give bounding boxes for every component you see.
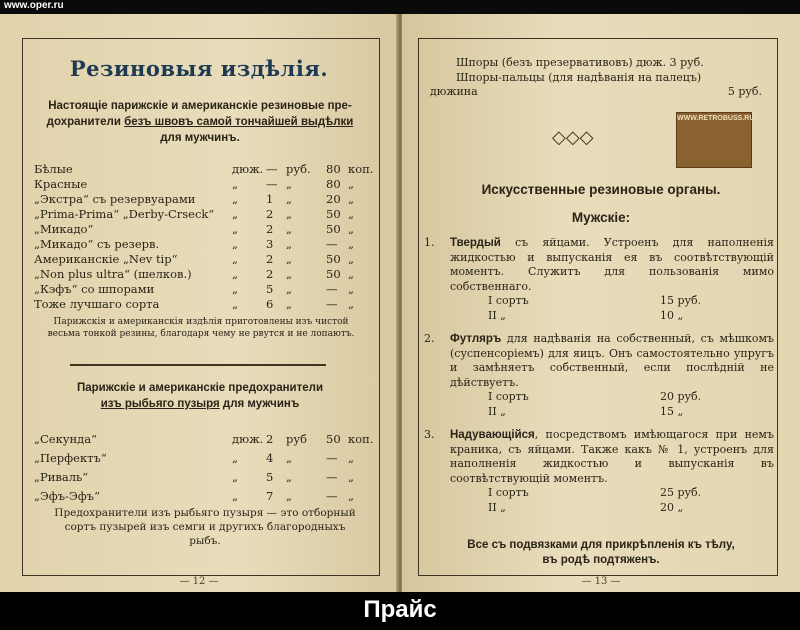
price-qty: 7	[266, 489, 274, 503]
price-kopu: коп.	[348, 162, 374, 176]
price-name: „Кэфъ“ со шпорами	[34, 282, 155, 296]
price-kopu: „	[348, 207, 354, 221]
item-price-1: 20 руб.	[660, 390, 702, 403]
intro-line-1: Настоящіе парижскіе и американскіе резиновые пре-	[48, 100, 352, 112]
price-row	[34, 282, 374, 297]
price-kopu: „	[348, 451, 354, 465]
top-line-3b: 5 руб.	[727, 85, 762, 98]
footer-line-1: Все съ подвязками для прикрѣпленія къ тѣлу,	[467, 539, 735, 551]
logo-text: WWW.RETROBUSS.RU	[677, 115, 755, 122]
price-u1: „	[232, 451, 238, 465]
price-name: „Риваль“	[34, 470, 89, 484]
price-row	[34, 192, 374, 207]
price-row	[34, 267, 374, 282]
price-kopu: „	[348, 237, 354, 251]
price-kop: 50	[326, 207, 341, 221]
price-rub: „	[286, 267, 292, 281]
item-sort-2: II „	[488, 404, 506, 418]
organ-item	[424, 236, 774, 323]
watermark: www.oper.ru	[4, 0, 64, 11]
price-list-1	[34, 162, 374, 312]
section-2-heading	[30, 380, 370, 412]
intro-line-3: для мужчинъ.	[160, 132, 240, 144]
price-qty: 2	[266, 222, 274, 236]
price-name: „Микадо“	[34, 222, 94, 236]
price-qty: 5	[266, 282, 274, 296]
price-rub: „	[286, 489, 292, 503]
item-price-row-2	[424, 405, 774, 420]
price-u1: „	[232, 192, 238, 206]
price-row	[34, 162, 374, 177]
price-u1: „	[232, 222, 238, 236]
price-u1: „	[232, 252, 238, 266]
price-u1: „	[232, 177, 238, 191]
price-kop: —	[326, 237, 338, 251]
price-u1: дюж.	[232, 432, 264, 446]
price-name: „Микадо“ съ резерв.	[34, 237, 160, 251]
item-number: 2.	[424, 332, 435, 345]
section-2-line-2a: изъ рыбьяго пузыря	[100, 398, 220, 410]
price-rub: „	[286, 282, 292, 296]
price-row	[34, 470, 374, 489]
price-u1: дюж.	[232, 162, 264, 176]
top-line-3a: дюжина	[430, 85, 478, 98]
item-text: съ яйцами. Устроенъ для наполненія жидкостью и выпусканія ея въ соотвѣтствующій моментъ. Служитъ для пользованія мимо собственнаго.	[450, 236, 774, 293]
right-footer	[402, 538, 800, 568]
price-qty: —	[266, 162, 278, 176]
item-sort-1: I сортъ	[488, 294, 529, 307]
price-kop: 20	[326, 192, 341, 206]
price-kop: —	[326, 489, 338, 503]
price-qty: —	[266, 177, 278, 191]
price-kop: —	[326, 451, 338, 465]
left-note-2: Предохранители изъ рыбьяго пузыря — это отборный сортъ пузырей изъ семги и другихъ благородныхъ рыбъ.	[54, 507, 356, 547]
item-lead: Футляръ	[450, 333, 502, 345]
price-name: „Non plus ultra“ (шелков.)	[34, 267, 192, 281]
price-rub: „	[286, 192, 292, 206]
divider	[70, 364, 326, 366]
price-row	[34, 297, 374, 312]
price-kop: 50	[326, 267, 341, 281]
item-price-2: 15 „	[660, 404, 684, 418]
section-2-line-2	[30, 396, 370, 412]
price-name: Красные	[34, 177, 88, 191]
ornament-icon: ◇◇◇	[552, 127, 594, 148]
price-kopu: „	[348, 267, 354, 281]
item-text: для надѣванія на собственный, съ мѣшкомъ (суспенсоріемъ) для яицъ. Онъ самостоятельно упругъ и замѣняетъ собственный, если послѣдній не дѣйствуетъ.	[450, 332, 774, 389]
item-sort-2: II „	[488, 308, 506, 322]
price-u1: „	[232, 297, 238, 311]
price-kopu: „	[348, 192, 354, 206]
item-number: 3.	[424, 428, 435, 441]
price-kop: —	[326, 297, 338, 311]
logo-stamp	[676, 112, 755, 168]
price-qty: 6	[266, 297, 274, 311]
price-rub: „	[286, 207, 292, 221]
price-rub: „	[286, 252, 292, 266]
price-row	[34, 207, 374, 222]
item-price-row-1	[424, 294, 774, 309]
organ-item	[424, 428, 774, 515]
item-price-row-2	[424, 309, 774, 324]
price-row	[34, 451, 374, 470]
item-description	[450, 332, 774, 390]
item-price-row-2	[424, 501, 774, 516]
item-number: 1.	[424, 236, 435, 249]
price-kop: 80	[326, 177, 341, 191]
right-heading: Искусственные резиновые органы.	[481, 182, 721, 197]
price-qty: 3	[266, 237, 274, 251]
price-rub: руб.	[286, 162, 311, 176]
price-u1: „	[232, 489, 238, 503]
price-kopu: „	[348, 282, 354, 296]
price-kopu: „	[348, 489, 354, 503]
item-sort-1: I сортъ	[488, 390, 529, 403]
item-description	[450, 428, 774, 486]
item-price-1: 15 руб.	[660, 294, 702, 307]
item-description	[450, 236, 774, 294]
item-price-row-1	[424, 486, 774, 501]
top-bar	[0, 0, 800, 14]
left-intro	[30, 98, 370, 146]
item-lead: Надувающійся	[450, 429, 535, 441]
price-kop: 50	[326, 222, 341, 236]
price-name: „Prima-Prima“ „Derby-Crseck“	[34, 207, 215, 221]
price-row	[34, 177, 374, 192]
intro-line-2a: дохранители	[46, 116, 125, 128]
section-2-line-1: Парижскіе и американскіе предохранители	[76, 382, 324, 394]
price-kop: —	[326, 470, 338, 484]
price-name: Тоже лучшаго сорта	[34, 297, 160, 311]
price-rub: „	[286, 297, 292, 311]
price-name: Американскіе „Nev tip“	[34, 252, 178, 266]
price-rub: руб	[286, 432, 308, 446]
footer-line-2: въ родѣ подтяженъ.	[542, 554, 660, 566]
price-kopu: коп.	[348, 432, 374, 446]
price-row	[34, 222, 374, 237]
left-page	[0, 14, 398, 592]
item-price-2: 10 „	[660, 308, 684, 322]
intro-line-2	[30, 114, 370, 130]
price-row	[34, 252, 374, 267]
right-subheading: Мужскіе:	[571, 210, 631, 225]
item-lead: Твердый	[450, 237, 501, 249]
price-u1: „	[232, 282, 238, 296]
top-line-2: Шпоры-пальцы (для надѣванія на палецъ)	[456, 70, 702, 84]
price-u1: „	[232, 267, 238, 281]
item-sort-1: I сортъ	[488, 486, 529, 499]
right-page	[402, 14, 800, 592]
left-page-number: — 12 —	[179, 576, 219, 587]
price-kopu: „	[348, 177, 354, 191]
organ-list	[424, 236, 774, 524]
price-kop: 80	[326, 162, 341, 176]
price-name: „Экстра“ съ резервуарами	[34, 192, 196, 206]
price-u1: „	[232, 237, 238, 251]
price-list-2	[34, 432, 374, 508]
item-price-1: 25 руб.	[660, 486, 702, 499]
item-price-row-1	[424, 390, 774, 405]
price-row	[34, 237, 374, 252]
price-name: „Эфъ-Эфъ“	[34, 489, 100, 503]
price-qty: 5	[266, 470, 274, 484]
price-rub: „	[286, 237, 292, 251]
caption: Прайс	[0, 592, 800, 630]
price-u1: „	[232, 207, 238, 221]
price-qty: 2	[266, 252, 274, 266]
price-rub: „	[286, 222, 292, 236]
price-qty: 4	[266, 451, 274, 465]
price-rub: „	[286, 451, 292, 465]
price-row	[34, 432, 374, 451]
top-line-3	[430, 85, 770, 100]
left-note-1: Парижскія и американскія издѣлія приготовлены изъ чистой весьма тонкой резины, благодаря чему не рвутся и не лопаютъ.	[47, 317, 355, 339]
item-price-2: 20 „	[660, 500, 684, 514]
right-top-block	[430, 56, 770, 100]
item-text: , посредствомъ имѣющагося при немъ краника, съ яйцами. Также какъ № 1, устроенъ для наполненія жидкостью и выпусканія въ соотвѣтствующій моментъ.	[450, 428, 774, 485]
price-rub: „	[286, 177, 292, 191]
right-page-number: — 13 —	[581, 576, 621, 587]
price-qty: 2	[266, 207, 274, 221]
section-2-line-2b: для мужчинъ	[219, 398, 300, 410]
intro-line-2b: безъ швовъ самой тончайшей выдѣлки	[124, 116, 354, 128]
price-kopu: „	[348, 297, 354, 311]
price-kop: —	[326, 282, 338, 296]
price-kop: 50	[326, 252, 341, 266]
price-name: „Перфектъ“	[34, 451, 107, 465]
price-rub: „	[286, 470, 292, 484]
item-sort-2: II „	[488, 500, 506, 514]
price-qty: 2	[266, 267, 274, 281]
price-kopu: „	[348, 252, 354, 266]
organ-item	[424, 332, 774, 419]
price-kopu: „	[348, 470, 354, 484]
price-u1: „	[232, 470, 238, 484]
price-kop: 50	[326, 432, 341, 446]
price-name: Бѣлые	[34, 162, 73, 176]
price-qty: 1	[266, 192, 274, 206]
price-kopu: „	[348, 222, 354, 236]
price-qty: 2	[266, 432, 274, 446]
price-name: „Секунда“	[34, 432, 97, 446]
left-title: Резиновыя издѣлія.	[69, 56, 329, 81]
top-line-1: Шпоры (безъ презервативовъ) дюж. 3 руб.	[456, 56, 704, 69]
